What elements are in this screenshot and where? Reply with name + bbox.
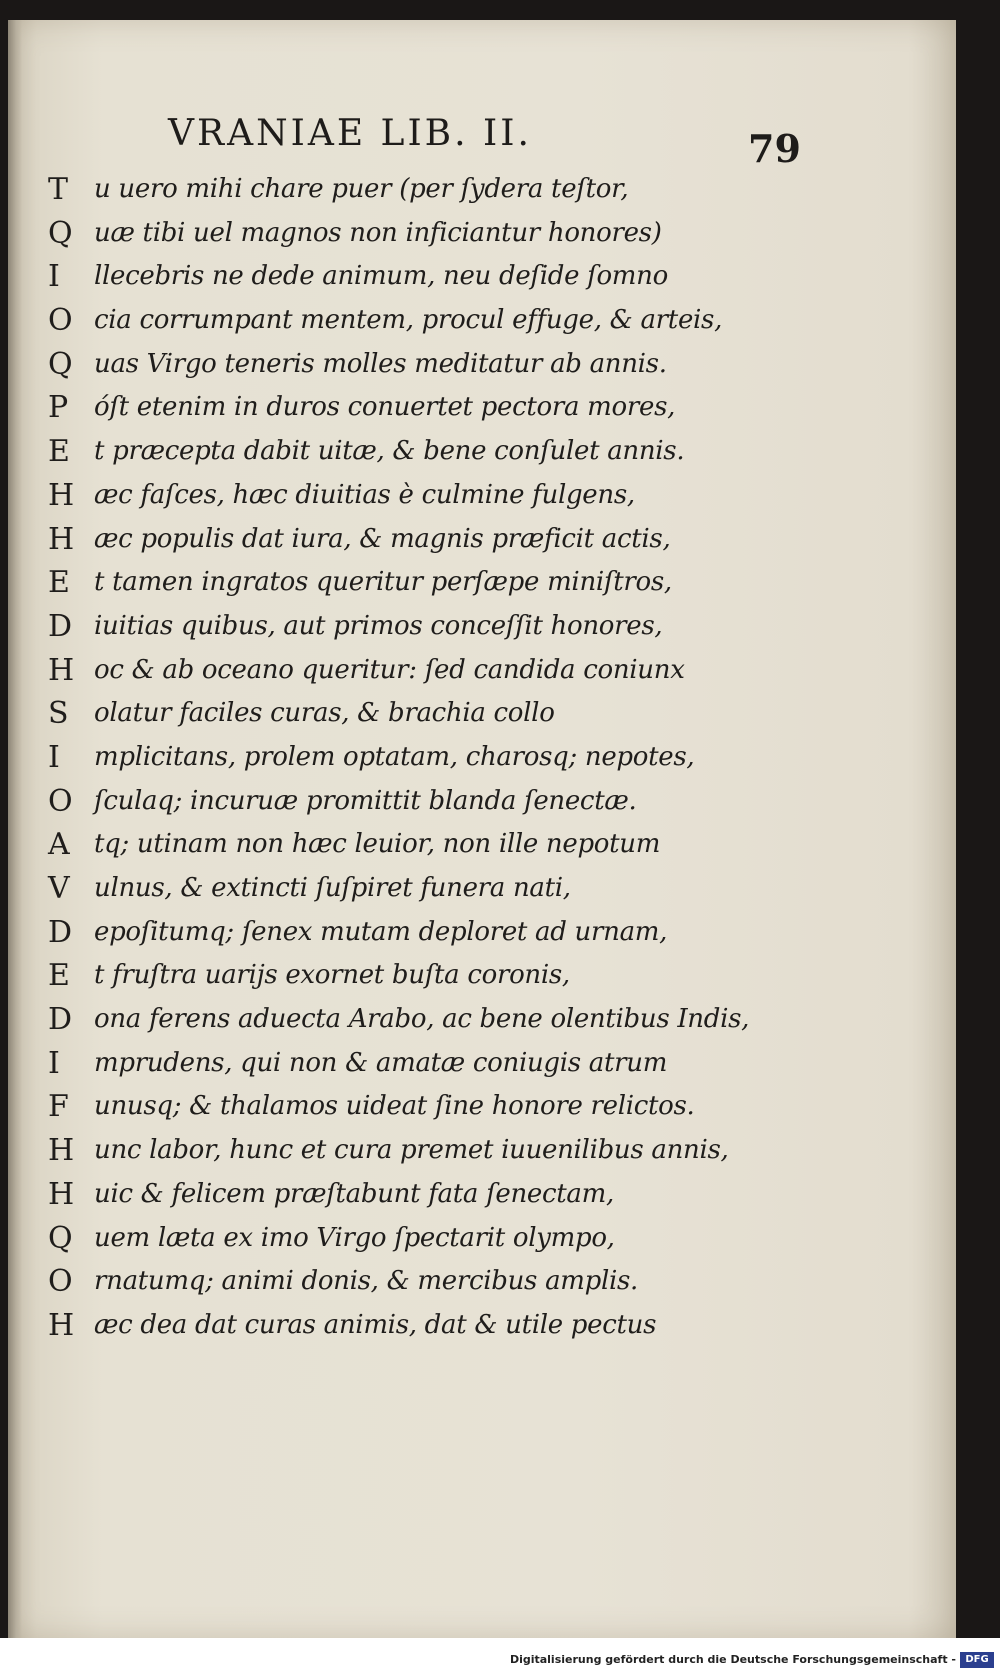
verse-text: ulnus, & extincti ſuſpiret funera nati, — [94, 873, 571, 903]
verse-text: uic & felicem præſtabunt fata ſenectam, — [94, 1178, 614, 1209]
verse-text: æc dea dat curas animis, dat & utile pectus — [94, 1309, 657, 1340]
verse-initial: I — [48, 739, 60, 775]
verse-line — [48, 998, 788, 1042]
verse-line — [48, 954, 788, 998]
verse-text: æc populis dat iura, & magnis præficit actis, — [94, 523, 671, 554]
verse-text: æc faſces, hæc diuitias è culmine fulgens, — [94, 479, 635, 510]
verse-text: t præcepta dabit uitæ, & bene conſulet annis. — [94, 436, 685, 467]
verse-text: mplicitans, prolem optatam, charosq; nepotes, — [94, 741, 695, 772]
verse-initial: Q — [48, 1220, 73, 1256]
page-binding-edge — [8, 20, 22, 1638]
running-head: VRANIAE LIB. II. — [168, 113, 532, 154]
verse-line — [48, 823, 788, 867]
verse-initial: D — [48, 608, 73, 644]
verse-initial: D — [48, 1002, 73, 1038]
verse-text: uæ tibi uel magnos non inficiantur honores) — [94, 217, 662, 248]
verse-line — [48, 605, 788, 649]
verse-text: llecebris ne dede animum, neu deſide ſomno — [94, 261, 668, 292]
verse-line — [48, 649, 788, 693]
verse-line — [48, 386, 788, 430]
verse-line — [48, 1304, 788, 1348]
verse-line — [48, 212, 788, 256]
verse-line — [48, 518, 788, 562]
verse-line — [48, 430, 788, 474]
verse-initial: V — [48, 871, 70, 906]
verse-line — [48, 1042, 788, 1086]
verse-initial: S — [48, 696, 69, 732]
verse-text: ſculaq; incuruæ promittit blanda ſenectæ. — [94, 785, 637, 816]
verse-line — [48, 343, 788, 387]
verse-line — [48, 168, 788, 212]
verse-initial: P — [48, 390, 69, 426]
verse-initial: O — [48, 1264, 73, 1300]
page-number: 79 — [748, 126, 801, 171]
verse-line — [48, 911, 788, 955]
verse-text: cia corrumpant mentem, procul effuge, & arteis, — [94, 305, 723, 336]
verse-initial: H — [48, 477, 75, 513]
verse-text: ona ferens aduecta Arabo, ac bene olentibus Indis, — [94, 1004, 750, 1035]
verse-text: óſt etenim in duros conuertet pectora mores, — [94, 392, 676, 423]
verse-text: u uero mihi chare puer (per ſydera teſtor, — [94, 174, 629, 204]
verse-initial: H — [48, 521, 75, 557]
verse-text: uem læta ex imo Virgo ſpectarit olympo, — [94, 1222, 615, 1253]
verse-text: t tamen ingratos queritur perſæpe miniſtros, — [94, 567, 672, 598]
verse-initial: H — [48, 1307, 75, 1343]
verse-line — [48, 255, 788, 299]
verse-text: unc labor, hunc et cura premet iuuenilibus annis, — [94, 1135, 729, 1166]
dfg-logo-icon: DFG — [960, 1652, 994, 1668]
verse-text: rnatumq; animi donis, & mercibus amplis. — [94, 1266, 639, 1297]
verse-text: t fruſtra uarijs exornet buſta coronis, — [94, 960, 570, 991]
verse-line — [48, 1085, 788, 1129]
verse-initial: H — [48, 652, 75, 688]
verse-initial: A — [48, 827, 70, 863]
verse-initial: F — [48, 1089, 69, 1125]
verse-initial: O — [48, 303, 73, 339]
verse-line — [48, 1260, 788, 1304]
verse-initial: O — [48, 783, 73, 819]
verse-text: olatur faciles curas, & brachia collo — [94, 698, 555, 729]
verse-initial: H — [48, 1176, 75, 1212]
verse-block — [48, 168, 788, 1348]
verse-initial: E — [48, 958, 70, 994]
footer-band — [0, 1638, 1000, 1676]
verse-initial: Q — [48, 215, 73, 251]
verse-text: epoſitumq; ſenex mutam deploret ad urnam, — [94, 916, 668, 947]
verse-initial: I — [48, 1045, 60, 1081]
verse-line — [48, 299, 788, 343]
verse-text: oc & ab oceano queritur: ſed candida coniunx — [94, 654, 685, 685]
verse-line — [48, 474, 788, 518]
verse-line — [48, 692, 788, 736]
verse-initial: I — [48, 259, 60, 295]
verse-initial: Q — [48, 346, 73, 382]
verse-initial: E — [48, 565, 70, 601]
verse-text: unusq; & thalamos uideat ſine honore relictos. — [94, 1091, 695, 1122]
verse-initial: E — [48, 434, 70, 470]
verse-line — [48, 780, 788, 824]
verse-text: mprudens, qui non & amatæ coniugis atrum — [94, 1047, 668, 1078]
verse-text: uas Virgo teneris molles meditatur ab annis. — [94, 348, 667, 379]
verse-line — [48, 1129, 788, 1173]
verse-line — [48, 1173, 788, 1217]
digitization-credit: Digitalisierung gefördert durch die Deutsche Forschungsgemeinschaft - — [509, 1653, 956, 1666]
verse-text: iuitias quibus, aut primos conceſſit honores, — [94, 610, 663, 641]
verse-initial: T — [48, 172, 69, 207]
verse-line — [48, 561, 788, 605]
verse-line — [48, 736, 788, 780]
verse-initial: H — [48, 1133, 75, 1169]
verse-line — [48, 1217, 788, 1261]
verse-text: tq; utinam non hæc leuior, non ille nepotum — [94, 829, 661, 860]
verse-line — [48, 867, 788, 911]
verse-initial: D — [48, 914, 73, 950]
